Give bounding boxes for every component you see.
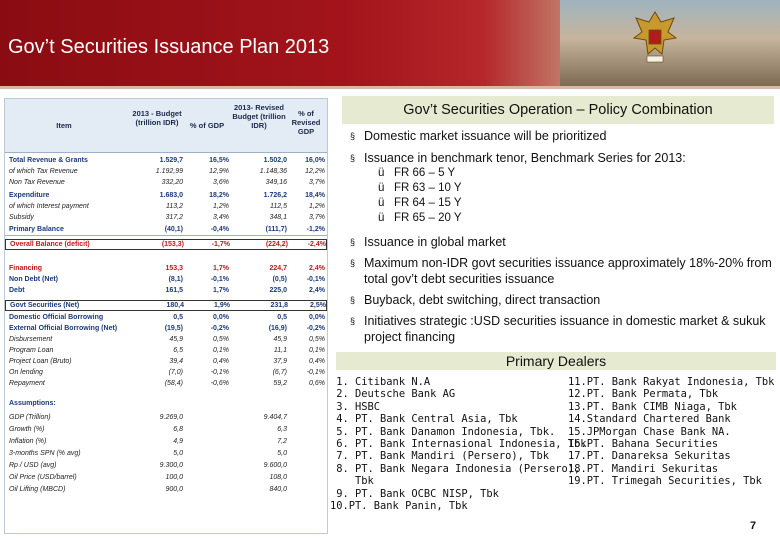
table-cell: 113,2 bbox=[166, 203, 183, 210]
table-cell: 45,9 bbox=[169, 336, 183, 343]
bullet-icon: § bbox=[350, 131, 356, 141]
table-cell: (7,0) bbox=[168, 369, 183, 376]
bullet-non-idr: § Maximum non-IDR govt securities issuance approximately 18%-20% from total gov’t debt securities issuance bbox=[350, 256, 772, 286]
table-cell: -0,2% bbox=[210, 325, 229, 332]
table-cell: Financing bbox=[9, 265, 43, 272]
checkmark-icon: ü bbox=[378, 197, 385, 209]
checkmark-icon: ü bbox=[378, 167, 385, 179]
table-cell: 18,2% bbox=[209, 192, 229, 199]
table-row bbox=[5, 368, 327, 379]
table-cell: Govt Securities (Net) bbox=[10, 302, 80, 309]
table-cell: 108,0 bbox=[269, 474, 287, 481]
table-cell: 0,0% bbox=[213, 314, 229, 321]
table-cell: 18,4% bbox=[305, 192, 325, 199]
table-cell: Growth (%) bbox=[9, 426, 45, 433]
table-cell: 3-months SPN (% avg) bbox=[9, 450, 81, 457]
table-cell: Primary Balance bbox=[9, 226, 64, 233]
table-row bbox=[5, 286, 327, 297]
table-cell: External Official Borrowing (Net) bbox=[9, 325, 118, 332]
budget-table-header bbox=[5, 99, 327, 153]
table-cell: 1.683,0 bbox=[159, 192, 183, 199]
garuda-emblem-icon bbox=[632, 8, 678, 68]
table-cell: 317,2 bbox=[165, 214, 183, 221]
table-cell: 348,1 bbox=[269, 214, 287, 221]
assumption-row bbox=[5, 473, 327, 484]
list-item: 1. Citibank N.A bbox=[330, 376, 431, 388]
list-item: 17.PT. Danareksa Sekuritas bbox=[568, 450, 731, 463]
table-cell: 0,0% bbox=[309, 314, 325, 321]
table-cell: 1.192,99 bbox=[155, 168, 183, 175]
table-cell: 9.269,0 bbox=[159, 414, 183, 421]
table-cell: 9.404,7 bbox=[263, 414, 287, 421]
table-cell: 5,0 bbox=[277, 450, 287, 457]
col-revised: 2013- Revised Budget (trillion IDR) bbox=[232, 103, 286, 130]
table-cell: 224,7 bbox=[269, 265, 287, 272]
table-row bbox=[5, 167, 327, 178]
table-row bbox=[5, 300, 327, 311]
table-cell: 1,2% bbox=[213, 203, 229, 210]
table-cell: 2,4% bbox=[309, 287, 325, 294]
list-item: 3. HSBC bbox=[330, 400, 381, 413]
table-cell: Rp / USD (avg) bbox=[9, 462, 57, 469]
table-cell: Overall Balance (deficit) bbox=[10, 241, 90, 248]
table-cell: 0,4% bbox=[213, 358, 229, 365]
budget-table bbox=[4, 98, 328, 534]
table-cell: 1.529,7 bbox=[159, 157, 183, 164]
table-cell: -0,2% bbox=[306, 325, 325, 332]
table-row bbox=[5, 213, 327, 224]
table-cell: 225,0 bbox=[269, 287, 287, 294]
table-cell: Disbursement bbox=[9, 336, 53, 343]
page-number: 7 bbox=[750, 520, 757, 532]
table-row bbox=[5, 324, 327, 335]
table-cell: -1,2% bbox=[306, 226, 325, 233]
table-cell: 3,4% bbox=[213, 214, 229, 221]
benchmark-item: ü FR 63 – 10 Y bbox=[378, 182, 462, 194]
table-cell: -0,1% bbox=[306, 369, 325, 376]
table-row bbox=[5, 178, 327, 189]
page-title: Gov’t Securities Issuance Plan 2013 bbox=[8, 36, 330, 58]
table-cell: 161,5 bbox=[165, 287, 183, 294]
table-cell: Oil Lifting (MBCD) bbox=[9, 486, 66, 493]
table-cell: 2,4% bbox=[309, 265, 325, 272]
list-item: 4. PT. Bank Central Asia, Tbk bbox=[330, 413, 518, 426]
table-cell: Non Debt (Net) bbox=[9, 276, 58, 283]
bullet-icon: § bbox=[350, 153, 356, 163]
table-cell: 1,7% bbox=[213, 287, 229, 294]
table-cell: 1.726,2 bbox=[263, 192, 287, 199]
table-cell: 39,4 bbox=[169, 358, 183, 365]
list-item: 19.PT. Trimegah Securities, Tbk bbox=[568, 475, 762, 488]
table-cell: GDP (Trillion) bbox=[9, 414, 51, 421]
table-cell: 112,5 bbox=[270, 203, 287, 210]
table-cell: 1.502,0 bbox=[263, 157, 287, 164]
header-divider bbox=[0, 86, 780, 89]
table-row bbox=[5, 335, 327, 346]
operation-title: Gov’t Securities Operation – Policy Combination bbox=[342, 96, 774, 124]
table-cell: 900,0 bbox=[165, 486, 183, 493]
table-cell: Domestic Official Borrowing bbox=[9, 314, 104, 321]
table-cell: 840,0 bbox=[269, 486, 287, 493]
table-cell: 3,7% bbox=[309, 214, 325, 221]
table-cell: 1,2% bbox=[309, 203, 325, 210]
list-item: 2. Deutsche Bank AG bbox=[330, 388, 456, 401]
table-cell: 16,5% bbox=[209, 157, 229, 164]
table-cell: 11,1 bbox=[273, 347, 287, 354]
table-cell: 180,4 bbox=[166, 302, 184, 309]
table-cell: (6,7) bbox=[272, 369, 287, 376]
table-cell: (153,3) bbox=[161, 241, 184, 248]
table-cell: 6,5 bbox=[173, 347, 183, 354]
table-cell: Non Tax Revenue bbox=[9, 179, 65, 186]
table-cell: 1,9% bbox=[214, 302, 230, 309]
primary-dealers-title: Primary Dealers bbox=[336, 352, 776, 370]
table-cell: -0,1% bbox=[210, 369, 229, 376]
table-row bbox=[5, 225, 327, 236]
table-cell: 1,7% bbox=[213, 265, 229, 272]
list-item: 9. PT. Bank OCBC NISP, Tbk bbox=[330, 487, 499, 500]
table-cell: (224,2) bbox=[265, 241, 288, 248]
table-cell: 12,2% bbox=[305, 168, 325, 175]
table-cell: 45,9 bbox=[273, 336, 287, 343]
bullet-icon: § bbox=[350, 295, 356, 305]
table-cell: 5,0 bbox=[173, 450, 183, 457]
table-cell: (58,4) bbox=[164, 380, 183, 387]
checkmark-icon: ü bbox=[378, 212, 385, 224]
table-cell: 0,5 bbox=[173, 314, 183, 321]
table-row bbox=[5, 264, 327, 275]
list-item: 12.PT. Bank Permata, Tbk bbox=[568, 388, 719, 401]
table-cell: Expenditure bbox=[9, 192, 50, 199]
table-cell: -0,4% bbox=[210, 226, 229, 233]
bullet-global: § Issuance in global market bbox=[350, 235, 506, 249]
table-cell: 7,2 bbox=[277, 438, 287, 445]
table-cell: On lending bbox=[9, 369, 43, 376]
bullet-benchmark: § Issuance in benchmark tenor, Benchmark Series for 2013: bbox=[350, 151, 686, 165]
table-cell: (40,1) bbox=[164, 226, 183, 233]
table-cell: 4,9 bbox=[173, 438, 183, 445]
table-cell: 100,0 bbox=[165, 474, 183, 481]
benchmark-item: ü FR 65 – 20 Y bbox=[378, 212, 462, 224]
table-cell: 12,9% bbox=[209, 168, 229, 175]
list-item: 16.PT. Bahana Securities bbox=[568, 438, 719, 451]
list-item: Tbk bbox=[330, 475, 374, 488]
table-cell: 16,0% bbox=[305, 157, 325, 164]
list-item: 11.PT. Bank Rakyat Indonesia, Tbk bbox=[568, 376, 775, 388]
table-cell: 332,20 bbox=[161, 179, 183, 186]
bullet-icon: § bbox=[350, 316, 356, 326]
list-item: 10.PT. Bank Panin, Tbk bbox=[330, 500, 468, 513]
assumption-row bbox=[5, 437, 327, 448]
bullet-initiatives: § Initiatives strategic :USD securities issuance in domestic market & sukuk project financing bbox=[350, 314, 766, 344]
table-row bbox=[5, 357, 327, 368]
col-budget: 2013 - Budget (trillion IDR) bbox=[132, 109, 182, 127]
table-row bbox=[5, 156, 327, 167]
table-cell: 231,8 bbox=[270, 302, 288, 309]
list-item: 14.Standard Chartered Bank bbox=[568, 413, 731, 426]
table-cell: of which Tax Revenue bbox=[9, 168, 78, 175]
table-cell: (111,7) bbox=[265, 226, 287, 233]
list-item: 18.PT. Mandiri Sekuritas bbox=[568, 462, 719, 475]
table-row bbox=[5, 191, 327, 202]
table-cell: 0,1% bbox=[213, 347, 229, 354]
bullet-icon: § bbox=[350, 258, 356, 268]
table-row bbox=[5, 239, 327, 250]
table-cell: (16,9) bbox=[268, 325, 287, 332]
table-cell: Total Revenue & Grants bbox=[9, 157, 88, 164]
table-cell: 0,5% bbox=[213, 336, 229, 343]
assumption-row bbox=[5, 425, 327, 436]
col-item: Item bbox=[56, 121, 72, 130]
assumption-row bbox=[5, 449, 327, 460]
table-cell: 9.300,0 bbox=[159, 462, 183, 469]
table-row bbox=[5, 202, 327, 213]
table-cell: 3,7% bbox=[309, 179, 325, 186]
table-cell: Project Loan (Bruto) bbox=[9, 358, 72, 365]
benchmark-item: ü FR 66 – 5 Y bbox=[378, 167, 456, 179]
list-item: 5. PT. Bank Danamon Indonesia, Tbk. bbox=[330, 425, 556, 438]
table-row bbox=[5, 346, 327, 357]
table-cell: Subsidy bbox=[9, 214, 34, 221]
table-cell: -0,1% bbox=[306, 276, 325, 283]
table-cell: 6,3 bbox=[277, 426, 287, 433]
assumption-row bbox=[5, 485, 327, 496]
benchmark-item: ü FR 64 – 15 Y bbox=[378, 197, 462, 209]
bullet-buyback: § Buyback, debt switching, direct transaction bbox=[350, 293, 601, 307]
table-cell: 6,8 bbox=[173, 426, 183, 433]
table-cell: 9.600,0 bbox=[263, 462, 287, 469]
table-row bbox=[5, 313, 327, 324]
col-revised-gdp: % of Revised GDP bbox=[291, 109, 321, 136]
table-row bbox=[5, 379, 327, 390]
table-cell: Inflation (%) bbox=[9, 438, 47, 445]
table-cell: of which Interest payment bbox=[9, 203, 89, 210]
table-cell: (8,1) bbox=[168, 276, 183, 283]
table-cell: 0,6% bbox=[309, 380, 325, 387]
assumption-row bbox=[5, 413, 327, 424]
table-cell: -2,4% bbox=[307, 241, 326, 248]
table-cell: -0,6% bbox=[210, 380, 229, 387]
table-cell: 3,6% bbox=[213, 179, 229, 186]
table-cell: 59,2 bbox=[273, 380, 287, 387]
checkmark-icon: ü bbox=[378, 182, 385, 194]
dealers-left-list bbox=[330, 376, 586, 512]
table-cell: 153,3 bbox=[165, 265, 183, 272]
table-cell: 0,1% bbox=[309, 347, 325, 354]
assumption-row bbox=[5, 461, 327, 472]
table-cell: (0,5) bbox=[272, 276, 287, 283]
table-cell: Repayment bbox=[9, 380, 45, 387]
assumptions-title: Assumptions: bbox=[9, 400, 56, 407]
col-gdp: % of GDP bbox=[189, 121, 225, 130]
table-cell: Debt bbox=[9, 287, 25, 294]
table-row bbox=[5, 275, 327, 286]
table-cell: 0,5 bbox=[277, 314, 287, 321]
list-item: 13.PT. Bank CIMB Niaga, Tbk bbox=[568, 400, 737, 413]
table-cell: Program Loan bbox=[9, 347, 54, 354]
table-cell: -1,7% bbox=[211, 241, 230, 248]
header-banner bbox=[0, 0, 780, 86]
table-cell: 0,5% bbox=[309, 336, 325, 343]
bullet-domestic: § Domestic market issuance will be prioritized bbox=[350, 129, 607, 143]
list-item: 8. PT. Bank Negara Indonesia (Persero), bbox=[330, 462, 581, 475]
table-cell: 1.148,36 bbox=[259, 168, 287, 175]
list-item: 7. PT. Bank Mandiri (Persero), Tbk bbox=[330, 450, 549, 463]
table-cell: 349,16 bbox=[265, 179, 287, 186]
list-item: 15.JPMorgan Chase Bank NA. bbox=[568, 425, 731, 438]
dealers-right-list bbox=[568, 376, 774, 488]
table-cell: 2,5% bbox=[310, 302, 326, 309]
table-cell: Oil Price (USD/barrel) bbox=[9, 474, 77, 481]
table-cell: 37,9 bbox=[273, 358, 287, 365]
table-cell: 0,4% bbox=[309, 358, 325, 365]
table-cell: -0,1% bbox=[210, 276, 229, 283]
bullet-icon: § bbox=[350, 237, 356, 247]
table-cell: (19,5) bbox=[164, 325, 183, 332]
list-item: 6. PT. Bank Internasional Indonesia, Tbk bbox=[330, 438, 587, 451]
